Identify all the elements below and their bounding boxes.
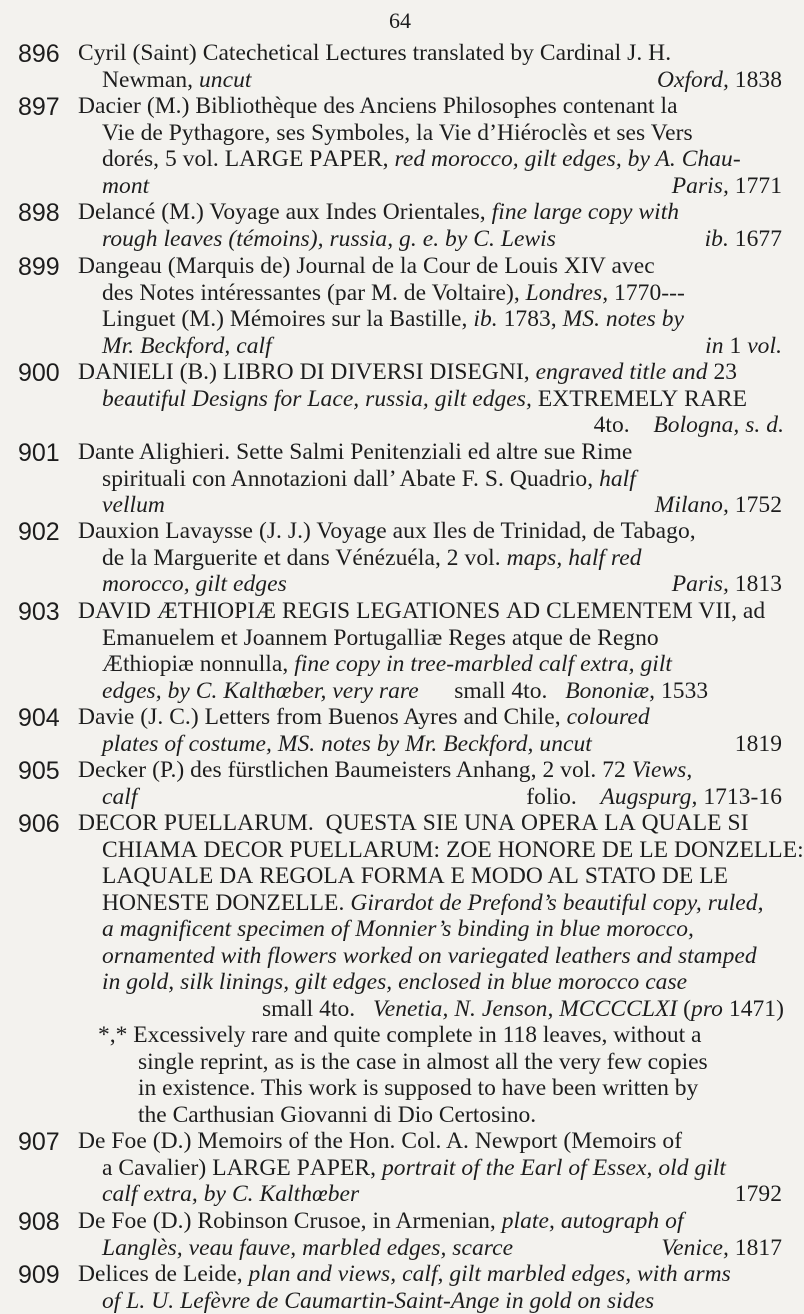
entry-number: 906 — [18, 810, 60, 838]
note-906 — [98, 1022, 784, 1128]
entry-text: Dante Alighieri. Sette Salmi Penitenziali ed altre sue Rime spirituali con Annotazioni dall’ Abate F. S. Quadrio, half vellum Milano, 1752 — [78, 439, 782, 518]
entry-text: Dangeau (Marquis de) Journal de la Cour de Louis XIV avec des Notes intéressantes (par M. de Voltaire), Londres, 1770--‑ Linguet (M.) Mémoires sur la Bastille, ib. 1783, MS. notes by Mr. Beckford, calf in 1 vol. — [78, 253, 782, 359]
entry-text: DANIELI (B.) LIBRO DI DIVERSI DISEGNI, engraved title and 23 beautiful Designs for Lace, russia, gilt edges, EXTREMELY RARE 4to. Bologna, s. d. — [78, 359, 784, 438]
entry-text: Cyril (Saint) Catechetical Lectures translated by Cardinal J. H. Newman, uncut Oxford, 1838 — [78, 40, 782, 93]
entry-number: 899 — [18, 253, 60, 281]
entry-text: Decker (P.) des fürstlichen Baumeisters Anhang, 2 vol. 72 Views, calf folio. Augspurg, 1713-16 — [78, 757, 782, 810]
note-line: in existence. This work is supposed to have been written by — [138, 1075, 699, 1101]
entry-number: 905 — [18, 757, 60, 785]
note-line: the Carthusian Giovanni di Dio Certosino. — [138, 1101, 537, 1128]
entry-number: 909 — [18, 1261, 60, 1289]
entry-number: 901 — [18, 439, 60, 467]
note-marker: *,* — [98, 1022, 128, 1048]
entry-number: 904 — [18, 704, 60, 732]
entry-text: Delancé (M.) Voyage aux Indes Orientales, fine large copy with rough leaves (témoins), russia, g. e. by C. Lewis ib. 1677 — [78, 199, 782, 252]
entry-number: 908 — [18, 1208, 60, 1236]
note-line: single reprint, as is the case in almost all the very few copies — [138, 1048, 708, 1075]
entry-number: 900 — [18, 359, 60, 387]
entry-text: De Foe (D.) Memoirs of the Hon. Col. A. Newport (Memoirs of a Cavalier) LARGE PAPER, portrait of the Earl of Essex, old gilt calf extra, by C. Kalthœber 1792 — [78, 1128, 782, 1207]
entry-text: Dauxion Lavaysse (J. J.) Voyage aux Iles de Trinidad, de Tabago, de la Marguerite et dans Vénézuéla, 2 vol. maps, half red morocco, gilt edges Paris, 1813 — [78, 518, 782, 597]
entry-text: Delices de Leide, plan and views, calf, gilt marbled edges, with arms of L. U. Lefèvre de Caumartin-Saint-Ange in gold on sides — [78, 1261, 731, 1314]
entry-number: 896 — [18, 40, 60, 68]
entry-text: Davie (J. C.) Letters from Buenos Ayres and Chile, coloured plates of costume, MS. notes by Mr. Beckford, uncut 1819 — [78, 704, 782, 757]
note-line: Excessively rare and quite complete in 118 leaves, without a — [133, 1022, 702, 1048]
entry-text: Dacier (M.) Bibliothèque des Anciens Philosophes contenant la Vie de Pythagore, ses Symboles, la Vie d’Hiéroclès et ses Vers dorés, 5 vol. LARGE PAPER, red morocco, gilt edges, by A. Chau- mont Paris, 1771 — [78, 93, 782, 199]
entry-text: DECOR PUELLARUM. QUESTA SIE UNA OPERA LA QUALE SI CHIAMA DECOR PUELLARUM: ZOE HONORE DE LE DONZELLE: LAQUALE DA REGOLA FORMA E MODO AL STATO DE LE HONESTE DONZELLE. Girardot de Prefond’s beautiful copy, ruled, a magnificent specimen of Monnier’s binding in blue morocco, ornamented with flowers worked on variegated leathers and stamped in gold, silk linings, gilt edges, enclosed in blue morocco case small 4to. Venetia, N. Jenson, MCCCCLXI (pro 1471) — [78, 810, 804, 1022]
entry-text: De Foe (D.) Robinson Crusoe, in Armenian, plate, autograph of Langlès, veau fauve, marbled edges, scarce Venice, 1817 — [78, 1208, 782, 1261]
entry-number: 903 — [18, 598, 60, 626]
entry-number: 902 — [18, 518, 60, 546]
entry-number: 907 — [18, 1128, 60, 1156]
entry-number: 898 — [18, 199, 60, 227]
entry-text: DAVID ÆTHIOPIÆ REGIS LEGATIONES AD CLEMENTEM VII, ad Emanuelem et Joannem Portugalliæ Reges atque de Regno Æthiopiæ nonnulla, fine copy in tree-marbled calf extra, gilt edges, by C. Kalthœber, very rare small 4to. Bononiæ, 1533 — [78, 598, 766, 704]
entry-number: 897 — [18, 93, 60, 121]
page-number: 64 — [389, 8, 411, 33]
